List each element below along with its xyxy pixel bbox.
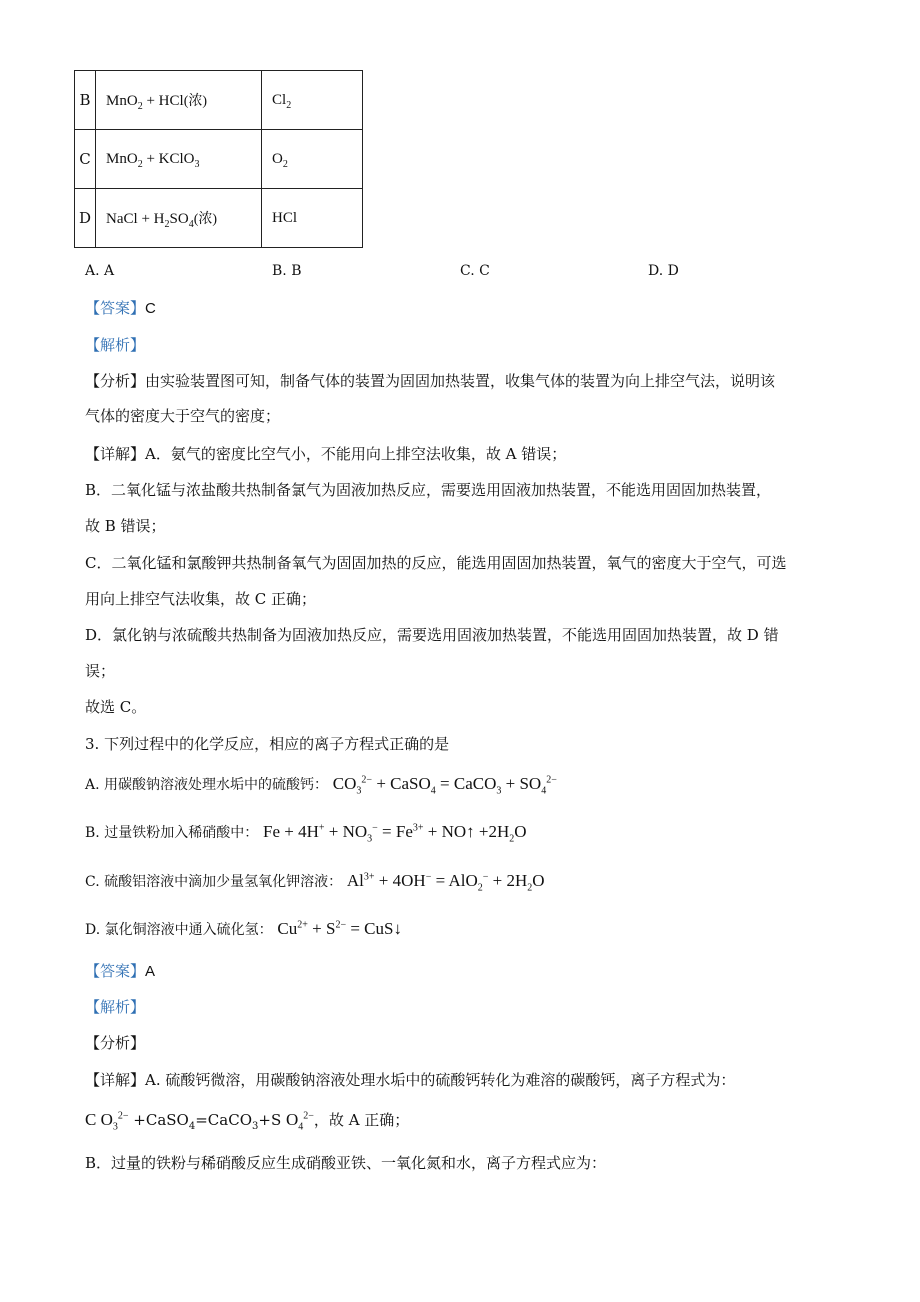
q3-option-b: B. 过量铁粉加入稀硝酸中： $Fe + 4H^+ + NO_3^- = Fe^{3+}$ + NO↑ $+2H_2O$ xyxy=(85,822,527,845)
q2-text-line: 气体的密度大于空气的密度； xyxy=(85,407,281,425)
q3-answer: 【答案】A xyxy=(85,962,156,980)
product-cell: $Cl_2$ xyxy=(262,71,363,130)
table-row xyxy=(75,71,363,130)
choice-a: A. A xyxy=(85,263,115,279)
q3-analysis-label: 【解析】 xyxy=(85,998,146,1016)
choice-c: C. C xyxy=(460,263,490,279)
q2-text-line: 【分析】由实验装置图可知，制备气体的装置为固固加热装置，收集气体的装置为向上排空气法，说明该 xyxy=(85,372,776,390)
reactants-cell: NaCl + $H_2SO_4$(浓) xyxy=(96,189,262,248)
product-cell: $O_2$ xyxy=(262,130,363,189)
q3-detail-line: 【详解】A. 硫酸钙微溶，用碳酸钠溶液处理水垢中的硫酸钙转化为难溶的碳酸钙，离子方程式为： xyxy=(85,1071,736,1089)
q3-fenxi: 【分析】 xyxy=(85,1034,146,1052)
q3-stem: 3. 下列过程中的化学反应，相应的离子方程式正确的是 xyxy=(85,735,450,753)
q3-detail-line: B．过量的铁粉与稀硝酸反应生成硝酸亚铁、一氧化氮和水，离子方程式应为： xyxy=(85,1154,607,1172)
q3-option-a: A. 用碳酸钠溶液处理水垢中的硫酸钙： $CO_3^{2-}$ + CaSO$_4$ = CaCO$_3$ + $SO_4^{2-}$ xyxy=(85,774,557,797)
q2-analysis-label: 【解析】 xyxy=(85,336,146,354)
q2-text-line: 误； xyxy=(85,662,116,680)
q3-detail-equation: C $O_3^{2-}$ +CaSO$_4$=CaCO$_3$+S $O_4^{2-}$，故 A 正确； xyxy=(85,1110,410,1133)
q2-text-line: 【详解】A．氨气的密度比空气小，不能用向上排空法收集，故 A 错误； xyxy=(85,445,567,463)
product-cell: HCl xyxy=(262,189,363,248)
options-table xyxy=(74,70,363,248)
q3-option-c: C. 硫酸铝溶液中滴加少量氢氧化钾溶液： $Al^{3+} + 4OH^- = AlO_2^- + 2H_2O$ xyxy=(85,871,545,894)
q2-text-line: B．二氧化锰与浓盐酸共热制备氯气为固液加热反应，需要选用固液加热装置，不能选用固固加热装置， xyxy=(85,481,772,499)
table-row xyxy=(75,189,363,248)
reactants-cell: MnO$_2$ + KClO$_3$ xyxy=(96,130,262,189)
row-letter: D xyxy=(75,189,96,248)
q2-text-line: C．二氧化锰和氯酸钾共热制备氧气为固固加热的反应，能选用固固加热装置，氧气的密度大于空气，可选 xyxy=(85,554,787,572)
q3-option-d: D. 氯化铜溶液中通入硫化氢： $Cu^{2+} + S^{2-}$ = CuS↓ xyxy=(85,919,402,938)
q2-text-line: 用向上排空气法收集，故 C 正确； xyxy=(85,590,317,608)
q2-answer: 【答案】C xyxy=(85,299,156,317)
q2-text-line: D．氯化钠与浓硫酸共热制备为固液加热反应，需要选用固液加热装置，不能选用固固加热装置，故 D 错 xyxy=(85,626,779,644)
choice-b: B. B xyxy=(272,263,302,279)
q2-text-line: 故选 C。 xyxy=(85,698,147,716)
row-letter: C xyxy=(75,130,96,189)
table-row xyxy=(75,130,363,189)
choice-d: D. D xyxy=(648,263,679,279)
reactants-cell: MnO$_2$ + HCl(浓) xyxy=(96,71,262,130)
q2-text-line: 故 B 错误； xyxy=(85,517,166,535)
row-letter: B xyxy=(75,71,96,130)
